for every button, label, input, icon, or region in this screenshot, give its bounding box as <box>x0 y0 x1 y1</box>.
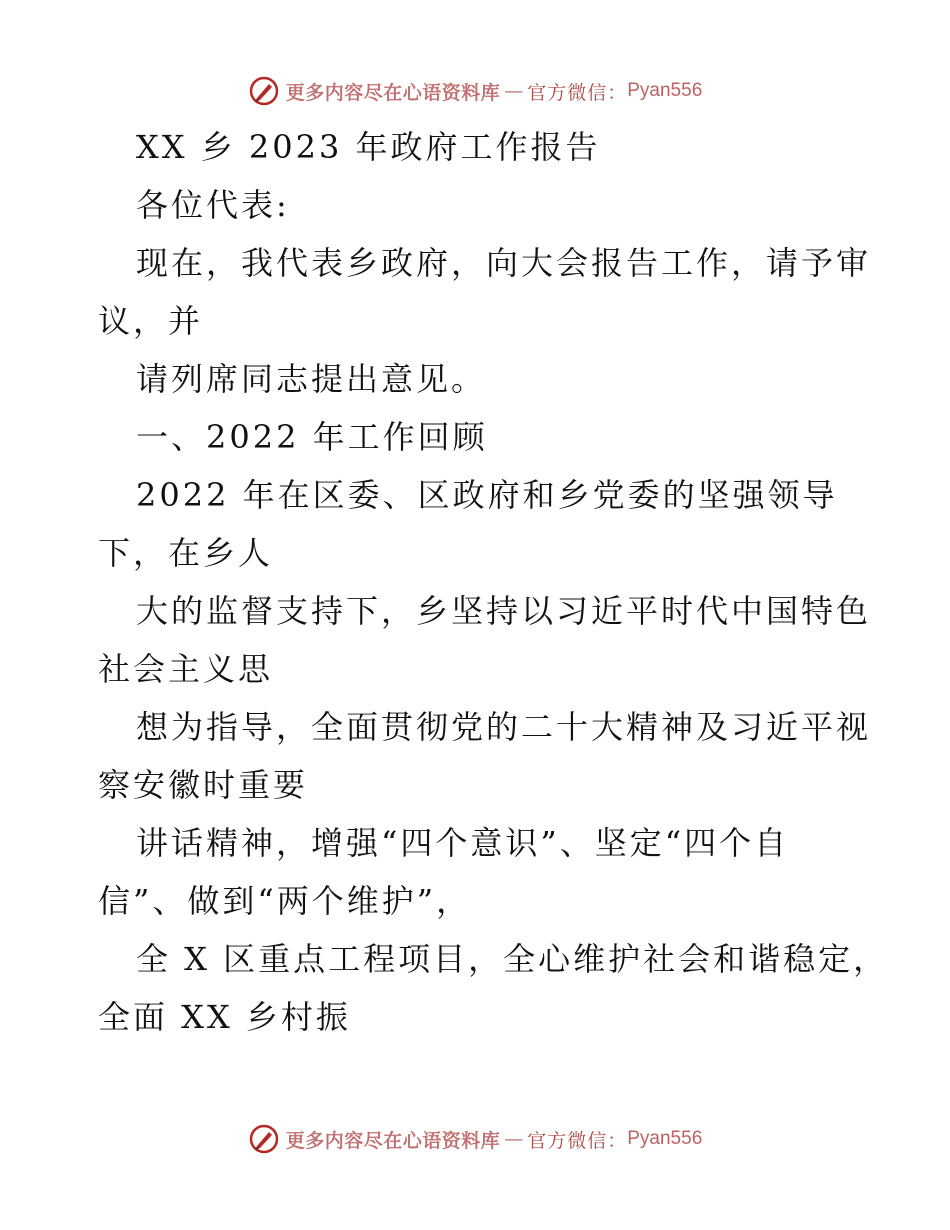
text-line: XX 乡 2023 年政府工作报告 <box>136 128 601 166</box>
watermark-wechat-label: 官方微信： <box>527 1129 628 1152</box>
text-line: 议，并 <box>98 302 204 340</box>
watermark-wechat-label: 官方微信： <box>527 81 628 104</box>
watermark-wechat-id: Pyan556 <box>627 1128 703 1149</box>
watermark-site-text: 更多内容尽在心语资料库 <box>285 1129 501 1152</box>
text-line: 全面 XX 乡村振 <box>98 998 351 1036</box>
text-line: 大的监督支持下，乡坚持以习近平时代中国特色 <box>136 592 872 630</box>
text-line: 一、2022 年工作回顾 <box>136 418 488 456</box>
text-line: 讲话精神，增强“四个意识”、坚定“四个自 <box>136 824 790 862</box>
text-line: 请列席同志提出意见。 <box>136 360 487 398</box>
text-line: 全 X 区重点工程项目，全心维护社会和谐稳定， <box>136 940 889 978</box>
header-watermark <box>0 71 950 111</box>
text-line: 社会主义思 <box>98 650 274 688</box>
watermark-site-text: 更多内容尽在心语资料库 <box>285 81 501 104</box>
text-line: 信”、做到“两个维护”， <box>98 882 472 920</box>
document-body <box>98 118 889 1046</box>
footer-watermark <box>0 1119 950 1159</box>
watermark-wechat-id: Pyan556 <box>627 80 703 101</box>
text-line: 想为指导，全面贯彻党的二十大精神及习近平视 <box>136 708 872 746</box>
text-line: 察安徽时重要 <box>98 766 309 804</box>
text-line: 现在，我代表乡政府，向大会报告工作，请予审 <box>136 244 872 282</box>
watermark-separator: — <box>504 80 524 102</box>
watermark-separator: — <box>504 1128 524 1150</box>
pen-logo-icon <box>248 1123 280 1155</box>
pen-logo-icon <box>248 75 280 107</box>
text-line: 各位代表: <box>136 186 290 224</box>
text-line: 2022 年在区委、区政府和乡党委的坚强领导 <box>136 476 838 514</box>
text-line: 下，在乡人 <box>98 534 274 572</box>
